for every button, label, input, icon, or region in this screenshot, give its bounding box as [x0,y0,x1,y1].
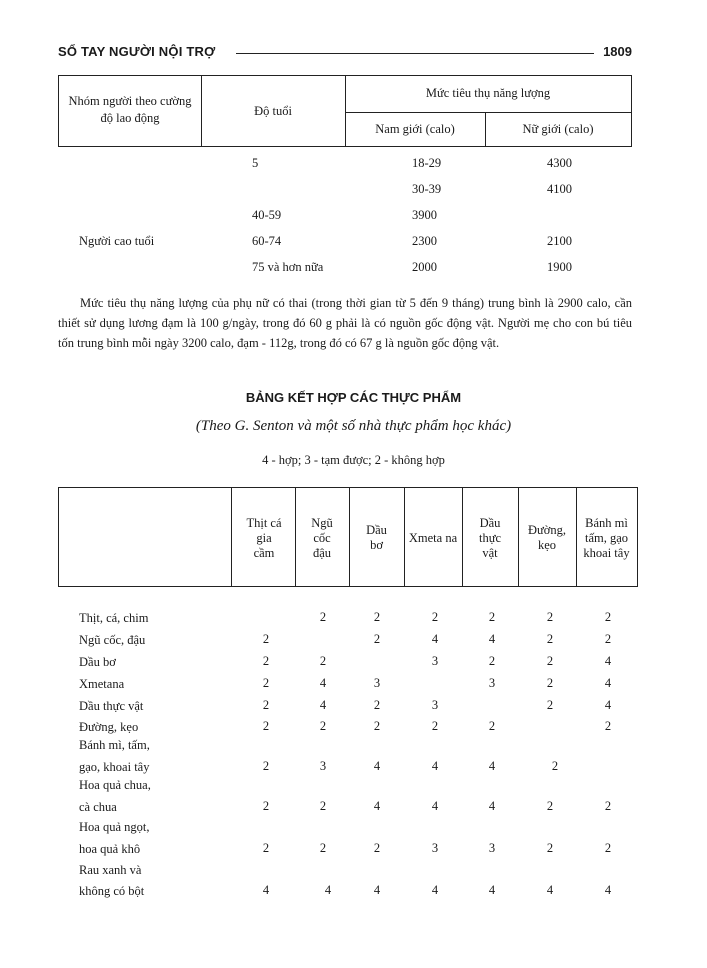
column-header: Bánh mì tấm, gạo khoai tây [583,515,630,560]
header-age: Độ tuổi [254,104,292,118]
column-header: Ngũ cốc đậu [311,515,333,560]
column-header: Đường, kẹo [527,523,567,552]
header-male: Nam giới (calo) [375,122,455,136]
body-paragraph: Mức tiêu thụ năng lượng của phụ nữ có thai (trong thời gian từ 5 đến 9 tháng) trung bình là 2900 calo, cần thiết sử dụng lương đạm là 100 g/ngày, trong đó 60 g phải là có nguồn gốc động vật. Người mẹ cho con bú tiêu tốn trung bình mỗi ngày 3200 calo, đạm - 112g, trong đó có 67 g là nguồn gốc động vật. [58,296,632,350]
book-title: SỔ TAY NGƯỜI NỘI TRỢ [58,44,216,59]
header-group: Nhóm người theo cường độ lao động [68,94,192,125]
combo-table-legend: 4 - hợp; 3 - tạm được; 2 - không hợp [262,453,445,467]
running-head-rule [236,53,594,54]
combo-table-title: BẢNG KẾT HỢP CÁC THỰC PHẨM [245,390,462,405]
energy-table-header [58,75,632,147]
column-header: Xmeta na [408,530,458,545]
combo-table-header [58,487,638,587]
page-number: 1809 [603,44,632,59]
combo-table-source: (Theo G. Senton và một số nhà thực phẩm học khác) [195,418,512,434]
header-energy: Mức tiêu thụ năng lượng [425,86,551,100]
running-head [58,44,632,62]
header-female: Nữ giới (calo) [522,122,594,136]
column-header: Dầu thực vật [478,515,502,560]
column-header: Dầu bơ [366,523,387,552]
column-header: Thịt cá gia cầm [246,515,282,560]
